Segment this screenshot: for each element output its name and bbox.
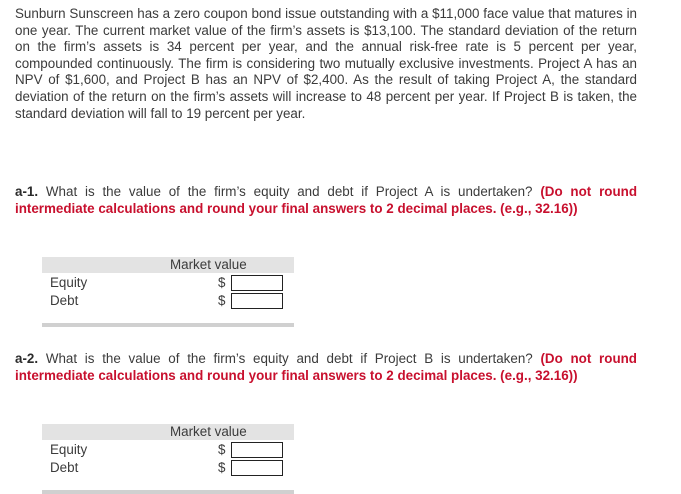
table-header bbox=[42, 257, 294, 273]
dollar-sign: $ bbox=[218, 442, 226, 457]
question-instruction: (Do not round intermediate calculations and round your final answers to 2 decimal places. (e.g., 32.16)) bbox=[15, 351, 637, 383]
market-value-header: Market value bbox=[170, 424, 247, 439]
question-number: a-1. bbox=[15, 184, 39, 199]
table-footer-bar bbox=[42, 490, 294, 494]
question-text: What is the value of the firm’s equity and debt if Project A is undertaken? bbox=[45, 184, 533, 199]
answer-table-a1 bbox=[42, 257, 294, 327]
question-a1 bbox=[15, 184, 637, 217]
dollar-sign: $ bbox=[218, 293, 226, 308]
table-footer-bar bbox=[42, 323, 294, 327]
debt-label: Debt bbox=[50, 460, 79, 475]
debt-value-input[interactable] bbox=[231, 293, 283, 309]
problem-statement: Sunburn Sunscreen has a zero coupon bond issue outstanding with a $11,000 face value that matures in one year. The current market value of the firm’s assets is $13,100. The standard deviation of the return on the firm’s assets is 34 percent per year, and the annual risk-free rate is 5 percent per year, compounded continuously. The firm is considering two mutually exclusive investments. Project A has an NPV of $1,600, and Project B has an NPV of $2,400. As the result of taking Project A, the standard deviation of the return on the firm’s assets will increase to 48 percent per year. If Project B is taken, the standard deviation will fall to 19 percent per year. bbox=[15, 6, 637, 121]
question-a2 bbox=[15, 351, 637, 384]
market-value-header: Market value bbox=[170, 257, 247, 272]
question-text: What is the value of the firm’s equity and debt if Project B is undertaken? bbox=[45, 351, 533, 366]
dollar-sign: $ bbox=[218, 460, 226, 475]
question-number: a-2. bbox=[15, 351, 39, 366]
answer-table-a2 bbox=[42, 424, 294, 494]
debt-value-input[interactable] bbox=[231, 460, 283, 476]
question-instruction: (Do not round intermediate calculations and round your final answers to 2 decimal places. (e.g., 32.16)) bbox=[15, 184, 637, 216]
equity-label: Equity bbox=[50, 442, 88, 457]
table-header bbox=[42, 424, 294, 440]
equity-value-input[interactable] bbox=[231, 275, 283, 291]
equity-label: Equity bbox=[50, 275, 88, 290]
equity-value-input[interactable] bbox=[231, 442, 283, 458]
debt-label: Debt bbox=[50, 293, 79, 308]
dollar-sign: $ bbox=[218, 275, 226, 290]
